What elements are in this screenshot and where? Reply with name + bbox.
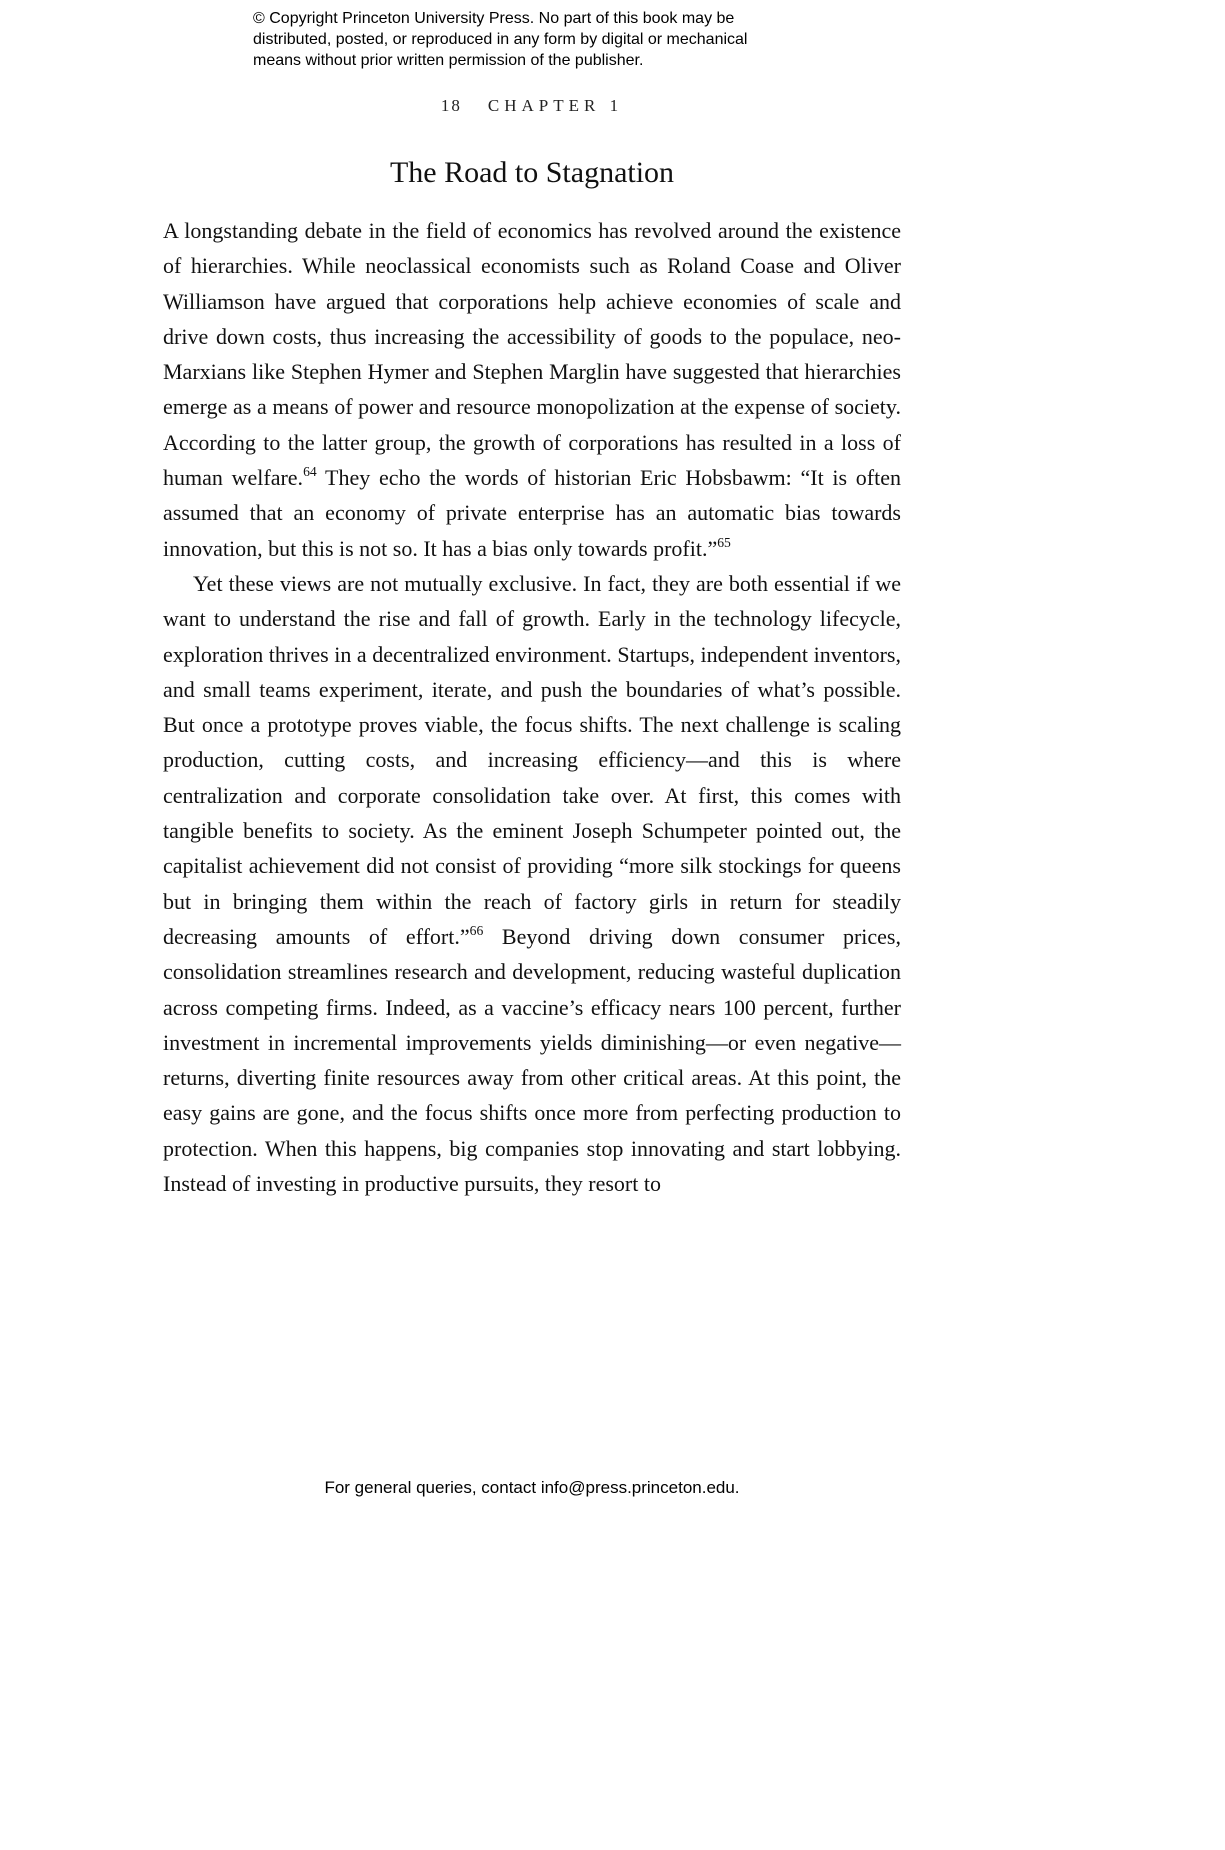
- paragraph-1-text: A longstanding debate in the field of economics has revolved around the existence of hierarchies. While neoclassical economists such as Roland Coase and Oliver Williamson have argued that corporations help achieve economies of scale and drive down costs, thus increasing the accessibility of goods to the populace, neo-Marxians like Stephen Hymer and Stephen Marglin have suggested that hierarchies emerge as a means of power and resource monopolization at the expense of society. According to the latter group, the growth of corporations has resulted in a loss of human welfare.: [163, 218, 901, 491]
- page-header: [163, 96, 901, 116]
- footnote-ref-65: 65: [717, 534, 731, 550]
- paragraph-2: [163, 566, 901, 1201]
- page-number: 18: [440, 96, 462, 115]
- paragraph-2-text: Yet these views are not mutually exclusive. In fact, they are both essential if we want to understand the rise and fall of growth. Early in the technology lifecycle, exploration thrives in a decentralized environment. Startups, independent inventors, and small teams experiment, iterate, and push the boundaries of what’s possible. But once a prototype proves viable, the focus shifts. The next challenge is scaling production, cutting costs, and increasing efficiency—and this is where centralization and corporate consolidation take over. At first, this comes with tangible benefits to society. As the eminent Joseph Schumpeter pointed out, the capitalist achievement did not consist of providing “more silk stockings for queens but in bringing them within the reach of factory girls in return for steadily decreasing amounts of effort.”: [163, 570, 901, 949]
- section-title: The Road to Stagnation: [389, 156, 675, 189]
- paragraph-1-text-continued: They echo the words of historian Eric Hobsbawm: “It is often assumed that an economy of private enterprise has an automatic bias towards innovation, but this is not so. It has a bias only towards profit.”: [163, 465, 902, 561]
- footer-contact-line: For general queries, contact info@press.princeton.edu.: [324, 1478, 740, 1497]
- copyright-notice: [253, 8, 813, 71]
- footnote-ref-64: 64: [303, 464, 317, 480]
- copyright-line-3: means without prior written permission of the publisher.: [253, 52, 644, 69]
- copyright-line-1: © Copyright Princeton University Press. No part of this book may be: [253, 10, 735, 27]
- chapter-label: CHAPTER 1: [487, 96, 624, 115]
- paragraph-1: [163, 213, 901, 566]
- page-footer: [163, 1478, 901, 1498]
- body-text: [163, 213, 901, 1201]
- paragraph-2-text-continued: Beyond driving down consumer prices, consolidation streamlines research and development, reducing wasteful duplication across competing firms. Indeed, as a vaccine’s efficacy nears 100 percent, further investment in incremental improvements yields diminishing—or even negative—returns, diverting finite resources away from other critical areas. At this point, the easy gains are gone, and the focus shifts once more from perfecting production to protection. When this happens, big companies stop innovating and start lobbying. Instead of investing in productive pursuits, they resort to: [163, 923, 901, 1197]
- copyright-line-2: distributed, posted, or reproduced in any form by digital or mechanical: [253, 31, 748, 48]
- footnote-ref-66: 66: [469, 922, 484, 938]
